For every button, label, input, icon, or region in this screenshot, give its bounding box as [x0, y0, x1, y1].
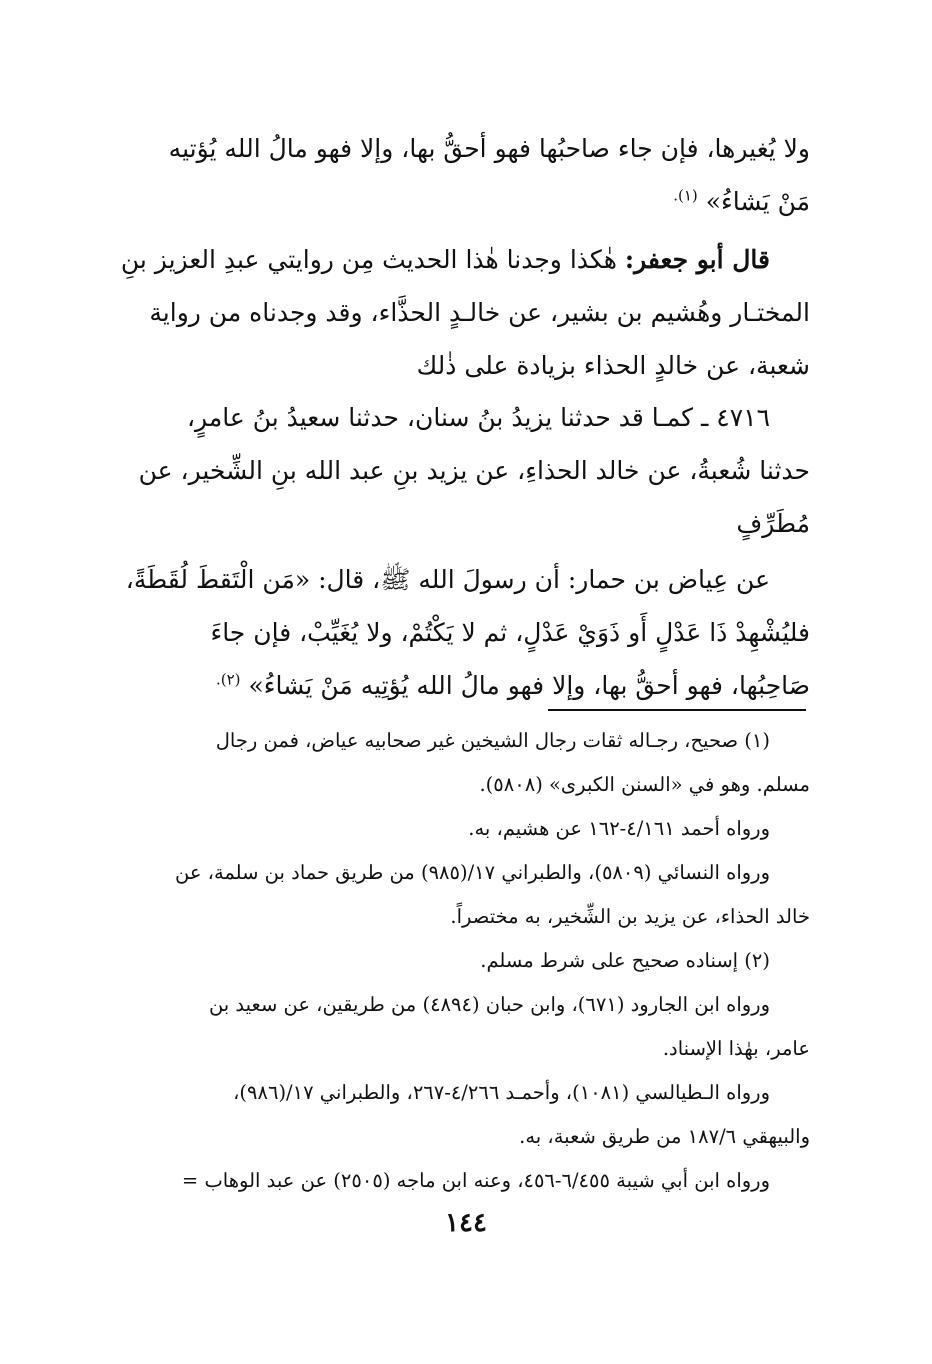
footnote-2-line: (٢) إسناده صحيح على شرط مسلم. [480, 949, 770, 972]
speaker-label: قال أبو جعفر: [624, 245, 770, 274]
footnote-separator [548, 709, 806, 711]
paragraph-abu-jafar-comment [100, 233, 810, 392]
text-line: حدثنا شُعبةُ، عن خالد الحذاءِ، عن يزيد بنِ عبد الله بنِ الشِّخير، عن [138, 456, 810, 485]
footnote-2-line: والبيهقي ١٨٧/٦ من طريق شعبة، به. [519, 1125, 810, 1148]
text-span: هٰكذا وجدنا هٰذا الحديث مِن روايتي عبدِ العزيز بنِ [120, 245, 617, 274]
text-line: ولا يُغيرها، فإن جاء صاحبُها فهو أحقُّ بها، وإلا فهو مالُ الله يُؤتيه [168, 134, 810, 163]
text-span: صَاحِبُها، فهو أحقُّ بها، وإلا فهو مالُ الله يُؤتِيه مَنْ يَشاءُ» [248, 671, 810, 700]
footnote-1-line: خالد الحذاء، عن يزيد بن الشِّخير، به مختصراً. [450, 905, 810, 928]
paragraph-hadith-ending [100, 122, 810, 228]
text-line: المختـار وهُشيم بن بشير، عن خالـدٍ الحذَّاء، وقد وجدناه من رواية [149, 298, 810, 327]
footnote-ref-2: (٢). [215, 670, 241, 689]
footnote-2-line: ورواه ابن أبي شيبة ٦/٤٥٥-٤٥٦، وعنه ابن ماجه (٢٥٠٥) عن عبد الوهاب = [181, 1169, 770, 1192]
text-line: ٤٧١٦ ـ كمـا قد حدثنا يزيدُ بنُ سنان، حدثنا سعيدُ بنُ عامرٍ، [186, 403, 770, 432]
footnote-1-line: ورواه النسائي (٥٨٠٩)، والطبراني ١٧/(٩٨٥) من طريق حماد بن سلمة، عن [174, 861, 770, 884]
paragraph-hadith-4716-matn [100, 553, 810, 712]
text-span: مَنْ يَشاءُ» [705, 187, 810, 216]
footnote-ref-1: (١). [673, 186, 698, 205]
footnote-1-line: ورواه أحمد ٤/١٦١-١٦٢ عن هشيم، به. [468, 817, 770, 840]
footnote-1-line: مسلم. وهو في «السنن الكبرى» (٥٨٠٨). [479, 773, 810, 796]
text-line: مُطَرِّفٍ [736, 509, 810, 538]
paragraph-hadith-4716-isnad [100, 391, 810, 550]
text-line: شعبة، عن خالدٍ الحذاء بزيادة على ذٰلك [416, 351, 810, 380]
page-number: ١٤٤ [445, 1208, 487, 1238]
footnote-1-line: (١) صحيح، رجـاله ثقات رجال الشيخين غير صحابيه عياض، فمن رجال [215, 729, 770, 752]
footnotes-section [100, 719, 810, 1203]
footnote-2-line: عامر، بهٰذا الإسناد. [662, 1037, 810, 1060]
text-line: عن عِياض بن حمار: أن رسولَ الله ﷺ، قال: «مَن الْتَقطَ لُقَطَةً، [125, 565, 770, 594]
footnote-2-line: ورواه الـطيالسي (١٠٨١)، وأحمـد ٤/٢٦٦-٢٦٧، والطبراني ١٧/(٩٨٦)، [233, 1081, 770, 1104]
text-line [100, 233, 810, 286]
text-line: فليُشْهِدْ ذَا عَدْلٍ أَو ذَوَيْ عَدْلٍ، ثم لا يَكْتُمْ، ولا يُغَيِّبْ، فإن جاءَ [210, 618, 810, 647]
text-line [100, 175, 810, 228]
text-line [100, 659, 810, 712]
footnote-2-line: ورواه ابن الجارود (٦٧١)، وابن حبان (٤٨٩٤) من طريقين، عن سعيد بن [208, 993, 770, 1016]
